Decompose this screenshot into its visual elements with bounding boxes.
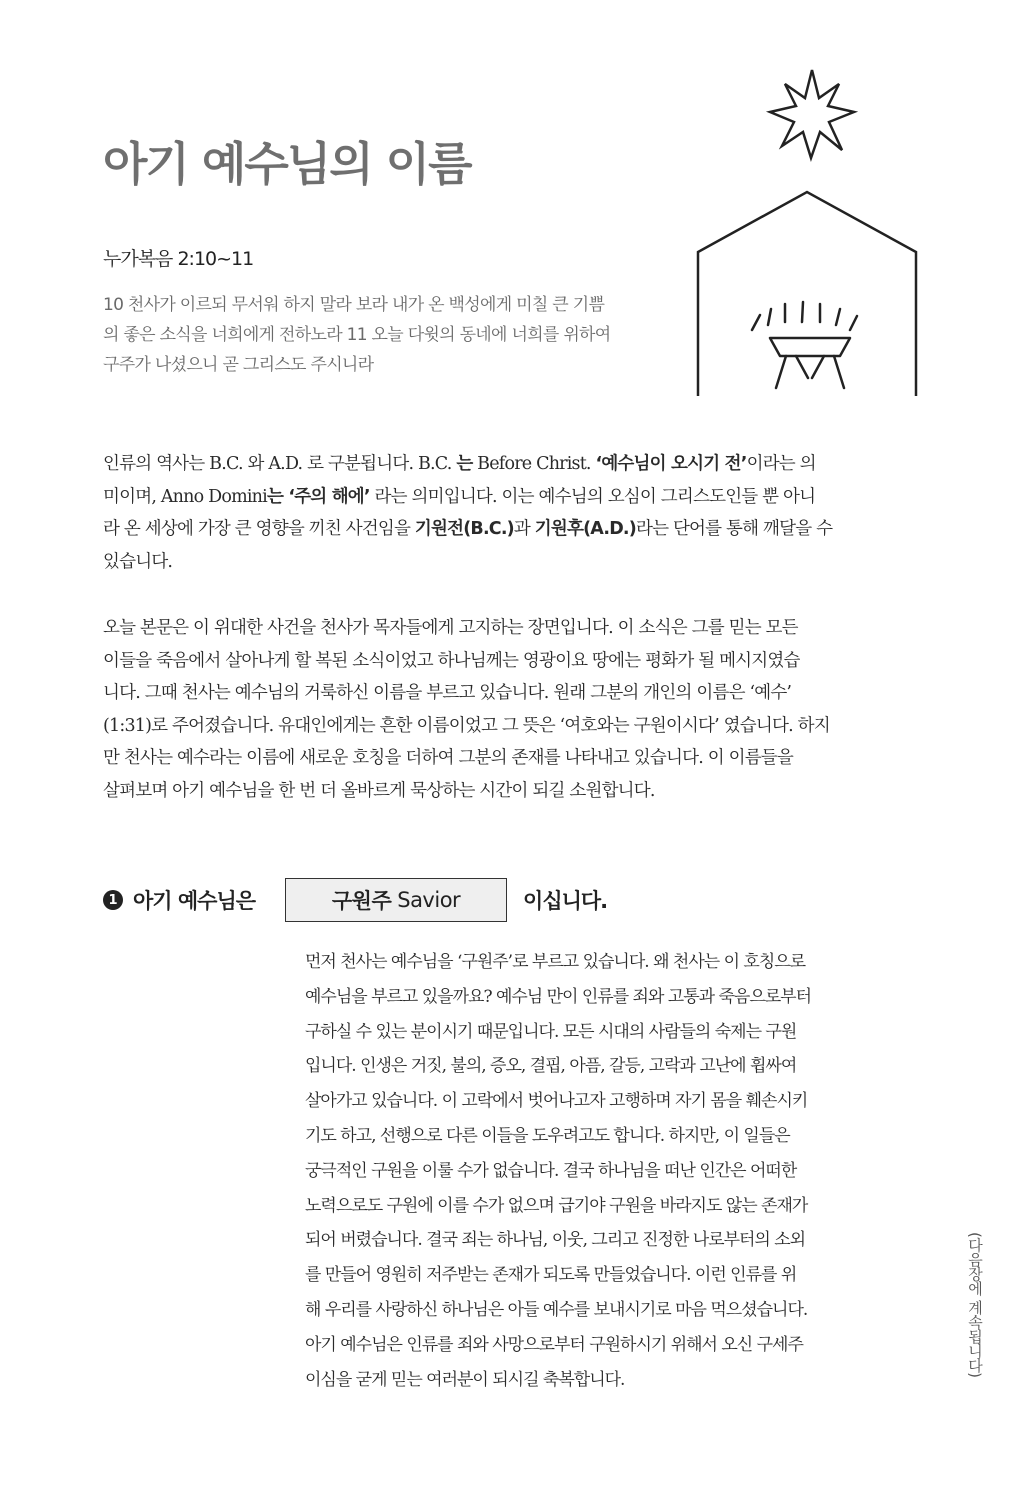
paragraph-line: 미이며, Anno Domini는 ‘주의 해에’ 라는 의미입니다. 이는 예수님의 오심이 그리스도인들 뿐 아니 xyxy=(103,486,816,507)
paragraph-line: 해 우리를 사랑하신 하나님은 아들 예수를 보내시기로 마음 먹으셨습니다. xyxy=(305,1299,808,1320)
paragraph-line: 먼저 천사는 예수님을 ‘구원주’로 부르고 있습니다. 왜 천사는 이 호칭으로 xyxy=(305,952,806,972)
paragraph-line: 니다. 그때 천사는 예수님의 거룩하신 이름을 부르고 있습니다. 원래 그분의 개인의 이름은 ‘예수’ xyxy=(103,683,792,703)
heading-prefix: 아기 예수님은 xyxy=(133,889,256,913)
scripture-verse xyxy=(103,290,693,380)
name-box xyxy=(285,878,507,922)
paragraph-line: 입니다. 인생은 거짓, 불의, 증오, 결핍, 아픔, 갈등, 고락과 고난에 휩싸여 xyxy=(305,1056,797,1077)
manger-icon xyxy=(752,302,857,388)
verse-line: 의 좋은 소식을 너희에게 전하노라 11 오늘 다윗의 동네에 너희를 위하여 xyxy=(103,325,611,345)
paragraph-line: 이들을 죽음에서 살아나게 할 복된 소식이었고 하나님께는 영광이요 땅에는 평화가 될 메시지였습 xyxy=(103,650,800,671)
paragraph-line: (1:31)로 주어졌습니다. 유대인에게는 흔한 이름이었고 그 뜻은 ‘여호와는 구원이시다’ 였습니다. 하지 xyxy=(103,715,830,736)
continued-note: (다음장에 계속됩니다) xyxy=(966,1232,984,1378)
paragraph-line: 살아가고 있습니다. 이 고락에서 벗어나고자 고행하며 자기 몸을 훼손시키 xyxy=(305,1091,808,1112)
heading-suffix: 이십니다. xyxy=(523,889,608,913)
paragraph-line: 되어 버렸습니다. 결국 죄는 하나님, 이웃, 그리고 진정한 나로부터의 소외 xyxy=(305,1230,806,1251)
name-box-korean: 구원주 xyxy=(331,889,392,913)
paragraph-line: 아기 예수님은 인류를 죄와 사망으로부터 구원하시기 위해서 오신 구세주 xyxy=(305,1334,803,1355)
section-number-badge: 1 xyxy=(103,890,123,910)
page-title: 아기 예수님의 이름 xyxy=(103,137,471,191)
paragraph-line: 있습니다. xyxy=(103,551,173,572)
paragraph-line: 구하실 수 있는 분이시기 때문입니다. 모든 시대의 사람들의 숙제는 구원 xyxy=(305,1021,797,1042)
paragraph-line: 궁극적인 구원을 이룰 수가 없습니다. 결국 하나님을 떠난 인간은 어떠한 xyxy=(305,1160,797,1181)
paragraph-line: 기도 하고, 선행으로 다른 이들을 도우려고도 합니다. 하지만, 이 일들은 xyxy=(305,1125,790,1146)
paragraph-line: 만 천사는 예수라는 이름에 새로운 호칭을 더하여 그분의 존재를 나타내고 있습니다. 이 이름들을 xyxy=(103,748,794,768)
intro-paragraph-1 xyxy=(103,448,913,578)
paragraph-line: 살펴보며 아기 예수님을 한 번 더 올바르게 묵상하는 시간이 되길 소원합니다. xyxy=(103,780,655,801)
paragraph-line: 오늘 본문은 이 위대한 사건을 천사가 목자들에게 고지하는 장면입니다. 이 소식은 그를 믿는 모든 xyxy=(103,618,798,638)
section-heading xyxy=(103,878,607,922)
paragraph-line: 를 만들어 영원히 저주받는 존재가 되도록 만들었습니다. 이런 인류를 위 xyxy=(305,1265,797,1286)
paragraph-line: 라 온 세상에 가장 큰 영향을 끼친 사건임을 기원전(B.C.)과 기원후(A.D.)라는 단어를 통해 깨달을 수 xyxy=(103,519,833,539)
paragraph-line: 인류의 역사는 B.C. 와 A.D. 로 구분됩니다. B.C. 는 Before Christ. ‘예수님이 오시기 전’이라는 의 xyxy=(103,454,816,474)
paragraph-line: 이심을 굳게 믿는 여러분이 되시길 축복합니다. xyxy=(305,1369,625,1390)
paragraph-line: 노력으로도 구원에 이를 수가 없으며 급기야 구원을 바라지도 않는 존재가 xyxy=(305,1195,808,1216)
verse-line: 구주가 나셨으니 곧 그리스도 주시니라 xyxy=(103,355,374,375)
scripture-reference: 누가복음 2:10~11 xyxy=(103,248,254,270)
verse-line: 10 천사가 이르되 무서워 하지 말라 보라 내가 온 백성에게 미칠 큰 기쁨 xyxy=(103,295,605,315)
paragraph-line: 예수님을 부르고 있을까요? 예수님 만이 인류를 죄와 고통과 죽음으로부터 xyxy=(305,986,812,1007)
intro-paragraph-2 xyxy=(103,612,913,807)
star-icon xyxy=(770,70,854,158)
nativity-illustration xyxy=(690,60,930,405)
section-body xyxy=(305,945,915,1397)
name-box-english: Savior xyxy=(397,888,461,912)
stable-outline xyxy=(698,192,916,396)
